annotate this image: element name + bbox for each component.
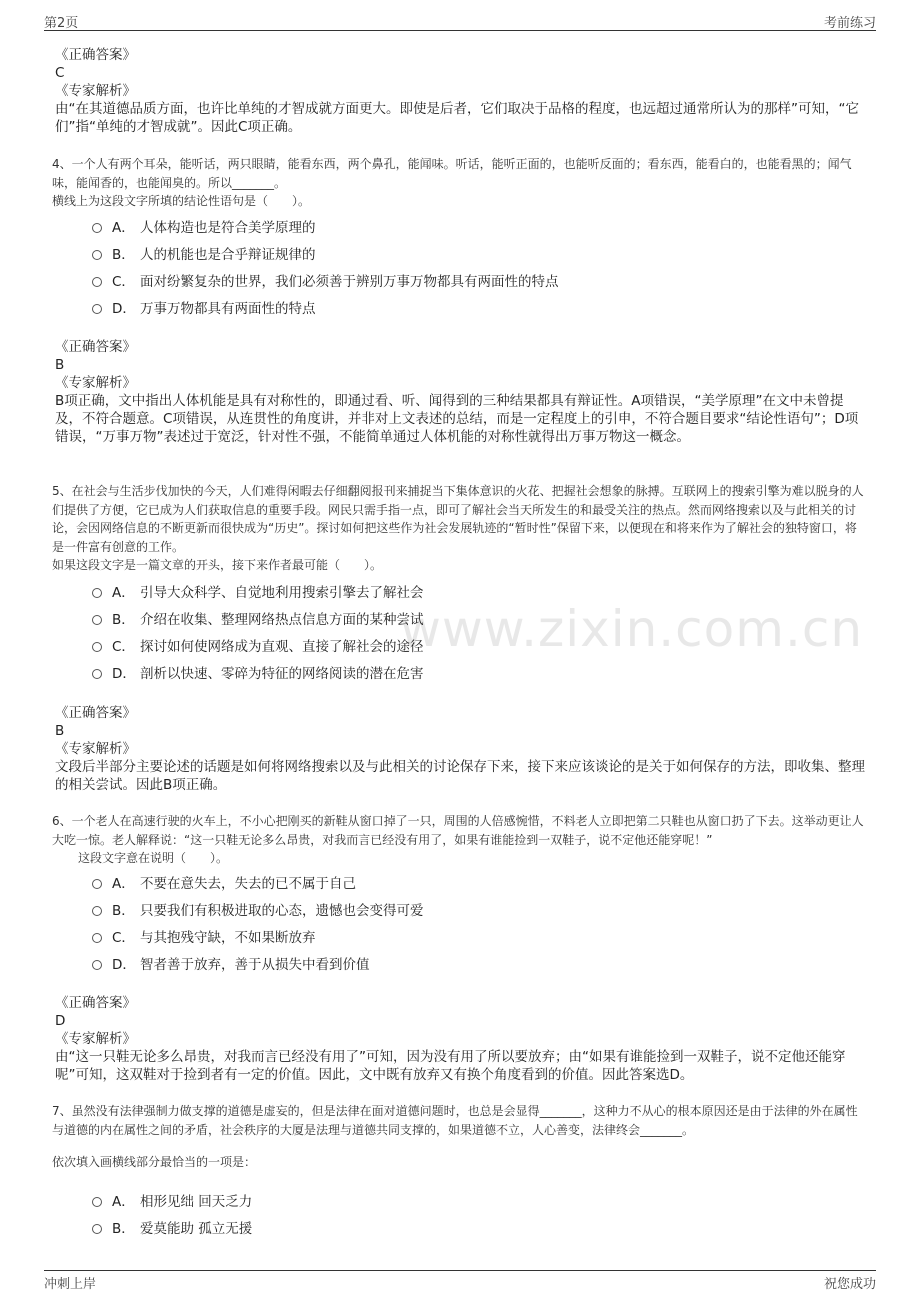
q7-options xyxy=(92,1186,792,1240)
option-b[interactable]: B． 只要我们有积极进取的心态，遗憾也会变得可爱 xyxy=(92,895,792,922)
q7-stem xyxy=(52,1102,868,1172)
question-text: 7、虽然没有法律强制力做支撑的道德是虚妄的，但是法律在面对道德问题时，也总是会显得_______，这种力不从心的根本原因还是由于法律的外在属性与道德的内在属性之间的矛盾，社会秩序的大厦是法理与道德共同支撑的，如果道德不立，人心善变，法律终会_______。 xyxy=(52,1104,858,1137)
radio-icon[interactable] xyxy=(92,1224,102,1234)
answer-value: B xyxy=(55,723,65,739)
question-text: 5、在社会与生活步伐加快的今天，人们难得闲暇去仔细翻阅报刊来捕捉当下集体意识的火花、把握社会想象的脉搏。互联网上的搜索引擎为难以脱身的人们提供了方便，它已成为人们获取信息的重要手段。网民只需手指一点，即可了解社会当天所发生的和最受关注的热点。然而网络搜索以及与此相关的讨论，会因网络信息的不断更新而很快成为“历史”。探讨如何把这些作为社会发展轨迹的“暂时性”保留下来，以便现在和将来作为了解社会的独特窗口，将是一件富有创意的工作。 xyxy=(52,484,864,554)
radio-icon[interactable] xyxy=(92,250,102,260)
q6-options xyxy=(92,868,792,976)
q3-answer-block xyxy=(55,46,867,136)
question-prompt: 如果这段文字是一篇文章的开头，接下来作者最可能（ ）。 xyxy=(52,558,383,572)
q5-options xyxy=(92,577,792,685)
option-a[interactable]: A． 引导大众科学、自觉地利用搜索引擎去了解社会 xyxy=(92,577,792,604)
answer-label: 《正确答案》 xyxy=(55,339,136,355)
option-c[interactable]: C． 面对纷繁复杂的世界，我们必须善于辨别万事万物都具有两面性的特点 xyxy=(92,266,792,293)
q6-stem xyxy=(52,812,868,868)
question-prompt: 依次填入画横线部分最恰当的一项是： xyxy=(52,1155,257,1169)
radio-icon[interactable] xyxy=(92,879,102,889)
radio-icon[interactable] xyxy=(92,642,102,652)
q4-options xyxy=(92,212,792,320)
question-prompt: 横线上为这段文字所填的结论性语句是（ ）。 xyxy=(52,194,311,208)
option-b[interactable]: B． 人的机能也是合乎辩证规律的 xyxy=(92,239,792,266)
option-b[interactable]: B． 爱莫能助 孤立无援 xyxy=(92,1213,792,1240)
radio-icon[interactable] xyxy=(92,1197,102,1207)
answer-value: B xyxy=(55,357,65,373)
answer-label: 《正确答案》 xyxy=(55,47,136,63)
radio-icon[interactable] xyxy=(92,906,102,916)
question-text: 6、一个老人在高速行驶的火车上，不小心把刚买的新鞋从窗口掉了一只，周围的人倍感惋惜，不料老人立即把第二只鞋也从窗口扔了下去。这举动更让人大吃一惊。老人解释说：“这一只鞋无论多么昂贵，对我而言已经没有用了，如果有谁能捡到一双鞋子，说不定他还能穿呢！” xyxy=(52,814,864,847)
q4-stem xyxy=(52,155,868,211)
option-a[interactable]: A． 人体构造也是符合美学原理的 xyxy=(92,212,792,239)
radio-icon[interactable] xyxy=(92,304,102,314)
analysis-label: 《专家解析》 xyxy=(55,741,136,757)
option-d[interactable]: D． 剖析以快速、零碎为特征的网络阅读的潜在危害 xyxy=(92,658,792,685)
option-d[interactable]: D． 万事万物都具有两面性的特点 xyxy=(92,293,792,320)
page-header xyxy=(44,0,876,31)
analysis-label: 《专家解析》 xyxy=(55,1031,136,1047)
footer-left: 冲刺上岸 xyxy=(44,1277,97,1292)
footer-right: 祝您成功 xyxy=(823,1277,876,1292)
radio-icon[interactable] xyxy=(92,588,102,598)
option-a[interactable]: A． 相形见绌 回天乏力 xyxy=(92,1186,792,1213)
option-c[interactable]: C． 探讨如何使网络成为直观、直接了解社会的途径 xyxy=(92,631,792,658)
answer-label: 《正确答案》 xyxy=(55,995,136,1011)
question-prompt: 这段文字意在说明（ ）。 xyxy=(78,851,229,865)
radio-icon[interactable] xyxy=(92,223,102,233)
option-d[interactable]: D． 智者善于放弃，善于从损失中看到价值 xyxy=(92,949,792,976)
radio-icon[interactable] xyxy=(92,933,102,943)
q4-answer-block xyxy=(55,338,867,446)
answer-value: C xyxy=(55,65,65,81)
q5-stem xyxy=(52,482,868,575)
radio-icon[interactable] xyxy=(92,615,102,625)
radio-icon[interactable] xyxy=(92,669,102,679)
watermark: www.zixin.com.cn xyxy=(400,600,864,658)
option-c[interactable]: C． 与其抱残守缺，不如果断放弃 xyxy=(92,922,792,949)
page-number: 第2页 xyxy=(44,16,79,31)
q6-answer-block xyxy=(55,994,867,1084)
analysis-text: 文段后半部分主要论述的话题是如何将网络搜索以及与此相关的讨论保存下来，接下来应该谈论的是关于如何保存的方法，即收集、整理的相关尝试。因此B项正确。 xyxy=(55,759,865,793)
answer-value: D xyxy=(55,1013,66,1029)
radio-icon[interactable] xyxy=(92,277,102,287)
header-title: 考前练习 xyxy=(823,16,876,31)
analysis-text: 由“这一只鞋无论多么昂贵，对我而言已经没有用了”可知，因为没有用了所以要放弃；由“如果有谁能捡到一双鞋子，说不定他还能穿呢”可知，这双鞋对于捡到者有一定的价值。因此，文中既有放弃又有换个角度看到的价值。因此答案选D。 xyxy=(55,1049,846,1083)
analysis-text: 由“在其道德品质方面，也许比单纯的才智成就方面更大。即使是后者，它们取决于品格的程度，也远超过通常所认为的那样”可知，“它们”指“单纯的才智成就”。因此C项正确。 xyxy=(55,101,859,135)
option-b[interactable]: B． 介绍在收集、整理网络热点信息方面的某种尝试 xyxy=(92,604,792,631)
radio-icon[interactable] xyxy=(92,960,102,970)
analysis-label: 《专家解析》 xyxy=(55,83,136,99)
answer-label: 《正确答案》 xyxy=(55,705,136,721)
q5-answer-block xyxy=(55,704,867,794)
analysis-label: 《专家解析》 xyxy=(55,375,136,391)
analysis-text: B项正确，文中指出人体机能是具有对称性的，即通过看、听、闻得到的三种结果都具有辩证性。A项错误，“美学原理”在文中未曾提及，不符合题意。C项错误，从连贯性的角度讲，并非对上文表述的总结，而是一定程度上的引申，不符合题目要求“结论性语句”；D项错误，“万事万物”表述过于宽泛，针对性不强，不能简单通过人体机能的对称性就得出万事万物这一概念。 xyxy=(55,393,859,445)
page-footer xyxy=(44,1270,876,1299)
option-a[interactable]: A． 不要在意失去，失去的已不属于自己 xyxy=(92,868,792,895)
question-text: 4、一个人有两个耳朵，能听话，两只眼睛，能看东西，两个鼻孔，能闻味。听话，能听正面的，也能听反面的；看东西，能看白的，也能看黑的；闻气味，能闻香的，也能闻臭的。所以_______。 xyxy=(52,157,852,190)
